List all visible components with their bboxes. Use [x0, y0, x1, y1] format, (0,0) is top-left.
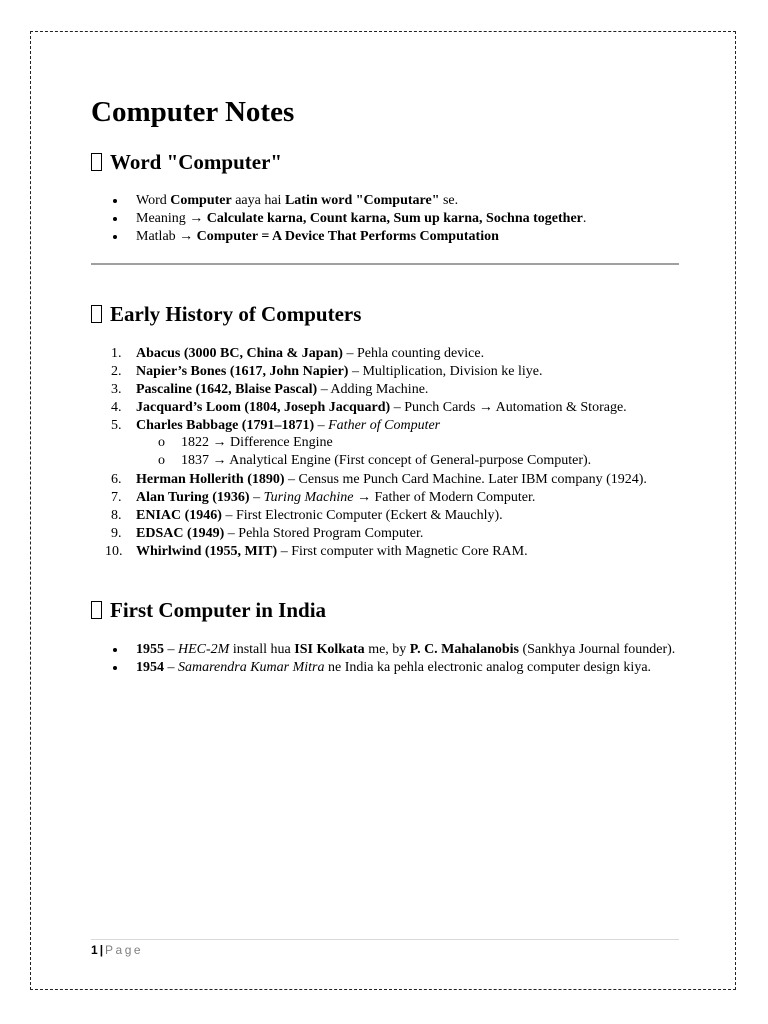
word-computer-list	[91, 192, 679, 246]
list-item: 9. EDSAC (1949) – Pehla Stored Program Computer.	[111, 526, 424, 541]
missing-glyph-icon	[91, 601, 102, 619]
footer-divider	[91, 939, 679, 940]
list-item: Matlab → Computer = A Device That Performs Computation	[91, 228, 679, 246]
list-item: 1955 – HEC-2M install hua ISI Kolkata me, by P. C. Mahalanobis (Sankhya Journal founder).	[91, 641, 679, 659]
list-item: 5. Charles Babbage (1791–1871) – Father of Computer	[111, 418, 441, 433]
footer-page-label: Page	[105, 943, 144, 957]
list-item: 2. Napier’s Bones (1617, John Napier) – Multiplication, Division ke liye.	[111, 364, 543, 379]
footer-separator: |	[99, 943, 104, 957]
horizontal-rule	[91, 263, 679, 265]
section-heading-first-computer-india: First Computer in India	[91, 597, 326, 623]
list-item: 3. Pascaline (1642, Blaise Pascal) – Adding Machine.	[111, 382, 429, 397]
list-item: 1954 – Samarendra Kumar Mitra ne India ka pehla electronic analog computer design kiya.	[91, 659, 679, 677]
list-item: 1. Abacus (3000 BC, China & Japan) – Pehla counting device.	[111, 346, 485, 361]
early-history-list	[91, 345, 679, 435]
sub-list-item: o 1822 → Difference Engine	[158, 435, 333, 450]
page-footer	[91, 943, 143, 957]
list-item: 4. Jacquard’s Loom (1804, Joseph Jacquard) – Punch Cards → Automation & Storage.	[111, 400, 627, 415]
list-item: Meaning → Calculate karna, Count karna, Sum up karna, Sochna together.	[91, 210, 679, 228]
section-heading-early-history: Early History of Computers	[91, 301, 361, 327]
list-item: 10. Whirlwind (1955, MIT) – First computer with Magnetic Core RAM.	[105, 544, 528, 559]
list-item: Word Computer aaya hai Latin word "Computare" se.	[91, 192, 679, 210]
page-title: Computer Notes	[91, 96, 295, 128]
missing-glyph-icon	[91, 153, 102, 171]
sub-list-item: o 1837 → Analytical Engine (First concept of General-purpose Computer).	[158, 453, 592, 468]
babbage-sublist	[91, 434, 679, 470]
missing-glyph-icon	[91, 305, 102, 323]
list-item: 7. Alan Turing (1936) – Turing Machine → Father of Modern Computer.	[111, 490, 536, 505]
list-item: 6. Herman Hollerith (1890) – Census me Punch Card Machine. Later IBM company (1924).	[111, 472, 647, 487]
list-item: 8. ENIAC (1946) – First Electronic Computer (Eckert & Mauchly).	[111, 508, 503, 523]
india-list	[91, 641, 679, 677]
section-heading-word-computer: Word "Computer"	[91, 149, 282, 175]
early-history-list-continued	[91, 471, 679, 561]
page-number: 1	[91, 943, 98, 957]
